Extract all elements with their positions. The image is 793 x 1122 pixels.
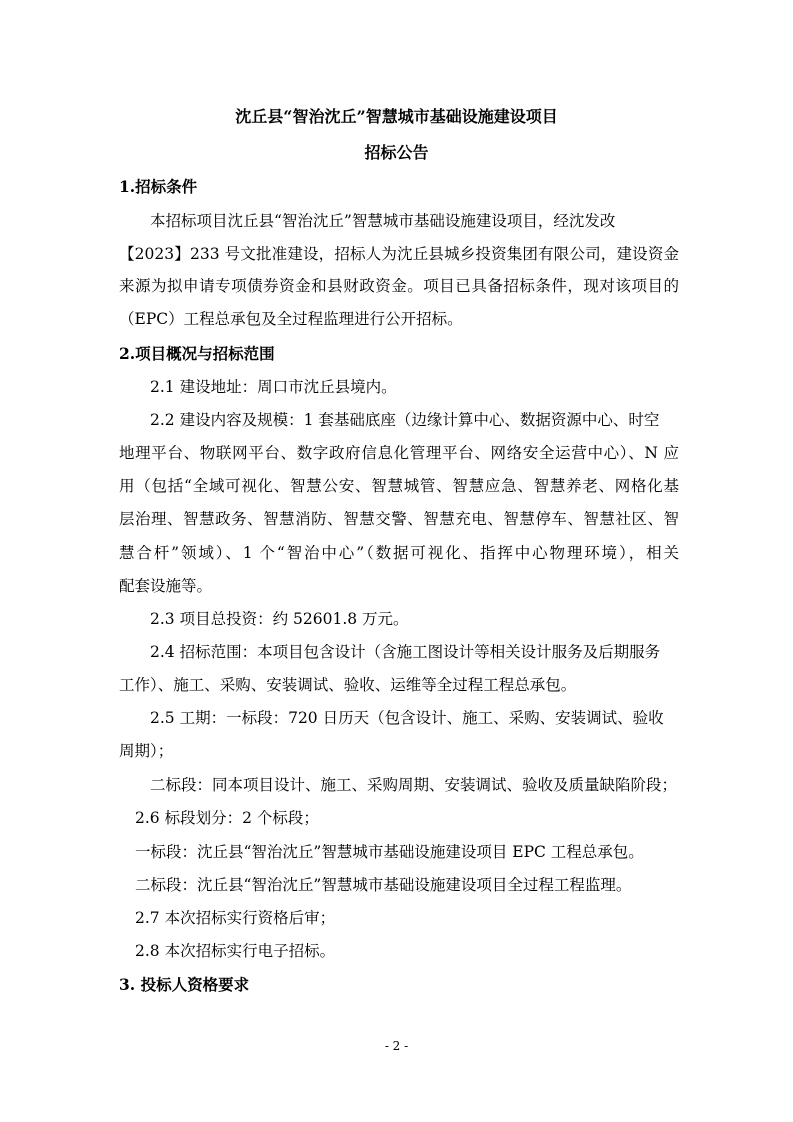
item-2-5-line-2: 周期）； xyxy=(119,742,174,760)
item-2-6: 2.6 标段划分：2 个标段； xyxy=(135,809,319,827)
item-2-2-line-3: 用（包括“全域可视化、智慧公安、智慧城管、智慧应急、智慧养老、网格化基 xyxy=(119,477,679,495)
item-2-2-line-2: 地理平台、物联网平台、数字政府信息化管理平台、网络安全运营中心）、N 应 xyxy=(119,444,679,462)
item-2-2-line-6: 配套设施等。 xyxy=(119,577,213,595)
item-2-4-line-2: 工作）、施工、采购、安装调试、验收、运维等全过程工程总承包。 xyxy=(119,676,577,694)
section1-line-4: （EPC）工程总承包及全过程监理进行公开招标。 xyxy=(119,310,463,328)
item-2-5-lot2: 二标段：同本项目设计、施工、采购周期、安装调试、验收及质量缺陷阶段； xyxy=(150,776,678,794)
item-2-2-line-4: 层治理、智慧政务、智慧消防、智慧交警、智慧充电、智慧停车、智慧社区、智 xyxy=(119,510,679,528)
item-2-4-line-1: 2.4 招标范围：本项目包含设计（含施工图设计等相关设计服务及后期服务 xyxy=(150,643,661,661)
item-2-7: 2.7 本次招标实行资格后审； xyxy=(135,909,336,927)
page-number: - 2 - xyxy=(384,1039,409,1053)
item-2-2-line-5: 慧合杆”领域）、1 个“智治中心”（数据可视化、指挥中心物理环境），相关 xyxy=(119,544,679,562)
section1-line-2: 【2023】233 号文批准建设，招标人为沈丘县城乡投资集团有限公司，建设资金 xyxy=(119,245,679,263)
section-heading-2: 2.项目概况与招标范围 xyxy=(119,344,275,363)
item-2-3: 2.3 项目总投资：约 52601.8 万元。 xyxy=(150,610,409,628)
lot-2-description: 二标段：沈丘县“智治沈丘”智慧城市基础设施建设项目全过程工程监理。 xyxy=(135,876,632,894)
document-title: 沈丘县“智治沈丘”智慧城市基础设施建设项目 xyxy=(235,107,558,126)
section-heading-1: 1.招标条件 xyxy=(119,177,198,196)
item-2-2-line-1: 2.2 建设内容及规模：1 套基础底座（边缘计算中心、数据资源中心、时空 xyxy=(150,411,660,429)
section1-line-3: 来源为拟申请专项债券资金和县财政资金。项目已具备招标条件，现对该项目的 xyxy=(119,277,679,295)
section1-line-1: 本招标项目沈丘县“智治沈丘”智慧城市基础设施建设项目，经沈发改 xyxy=(150,212,616,230)
item-2-5-line-1: 2.5 工期：一标段：720 日历天（包含设计、施工、采购、安装调试、验收 xyxy=(150,709,664,727)
lot-1-description: 一标段：沈丘县“智治沈丘”智慧城市基础设施建设项目 EPC 工程总承包。 xyxy=(135,843,644,861)
item-2-1: 2.1 建设地址：周口市沈丘县境内。 xyxy=(150,378,397,396)
document-subtitle: 招标公告 xyxy=(364,143,429,162)
item-2-8: 2.8 本次招标实行电子招标。 xyxy=(135,942,336,960)
section-heading-3: 3. 投标人资格要求 xyxy=(119,975,250,994)
